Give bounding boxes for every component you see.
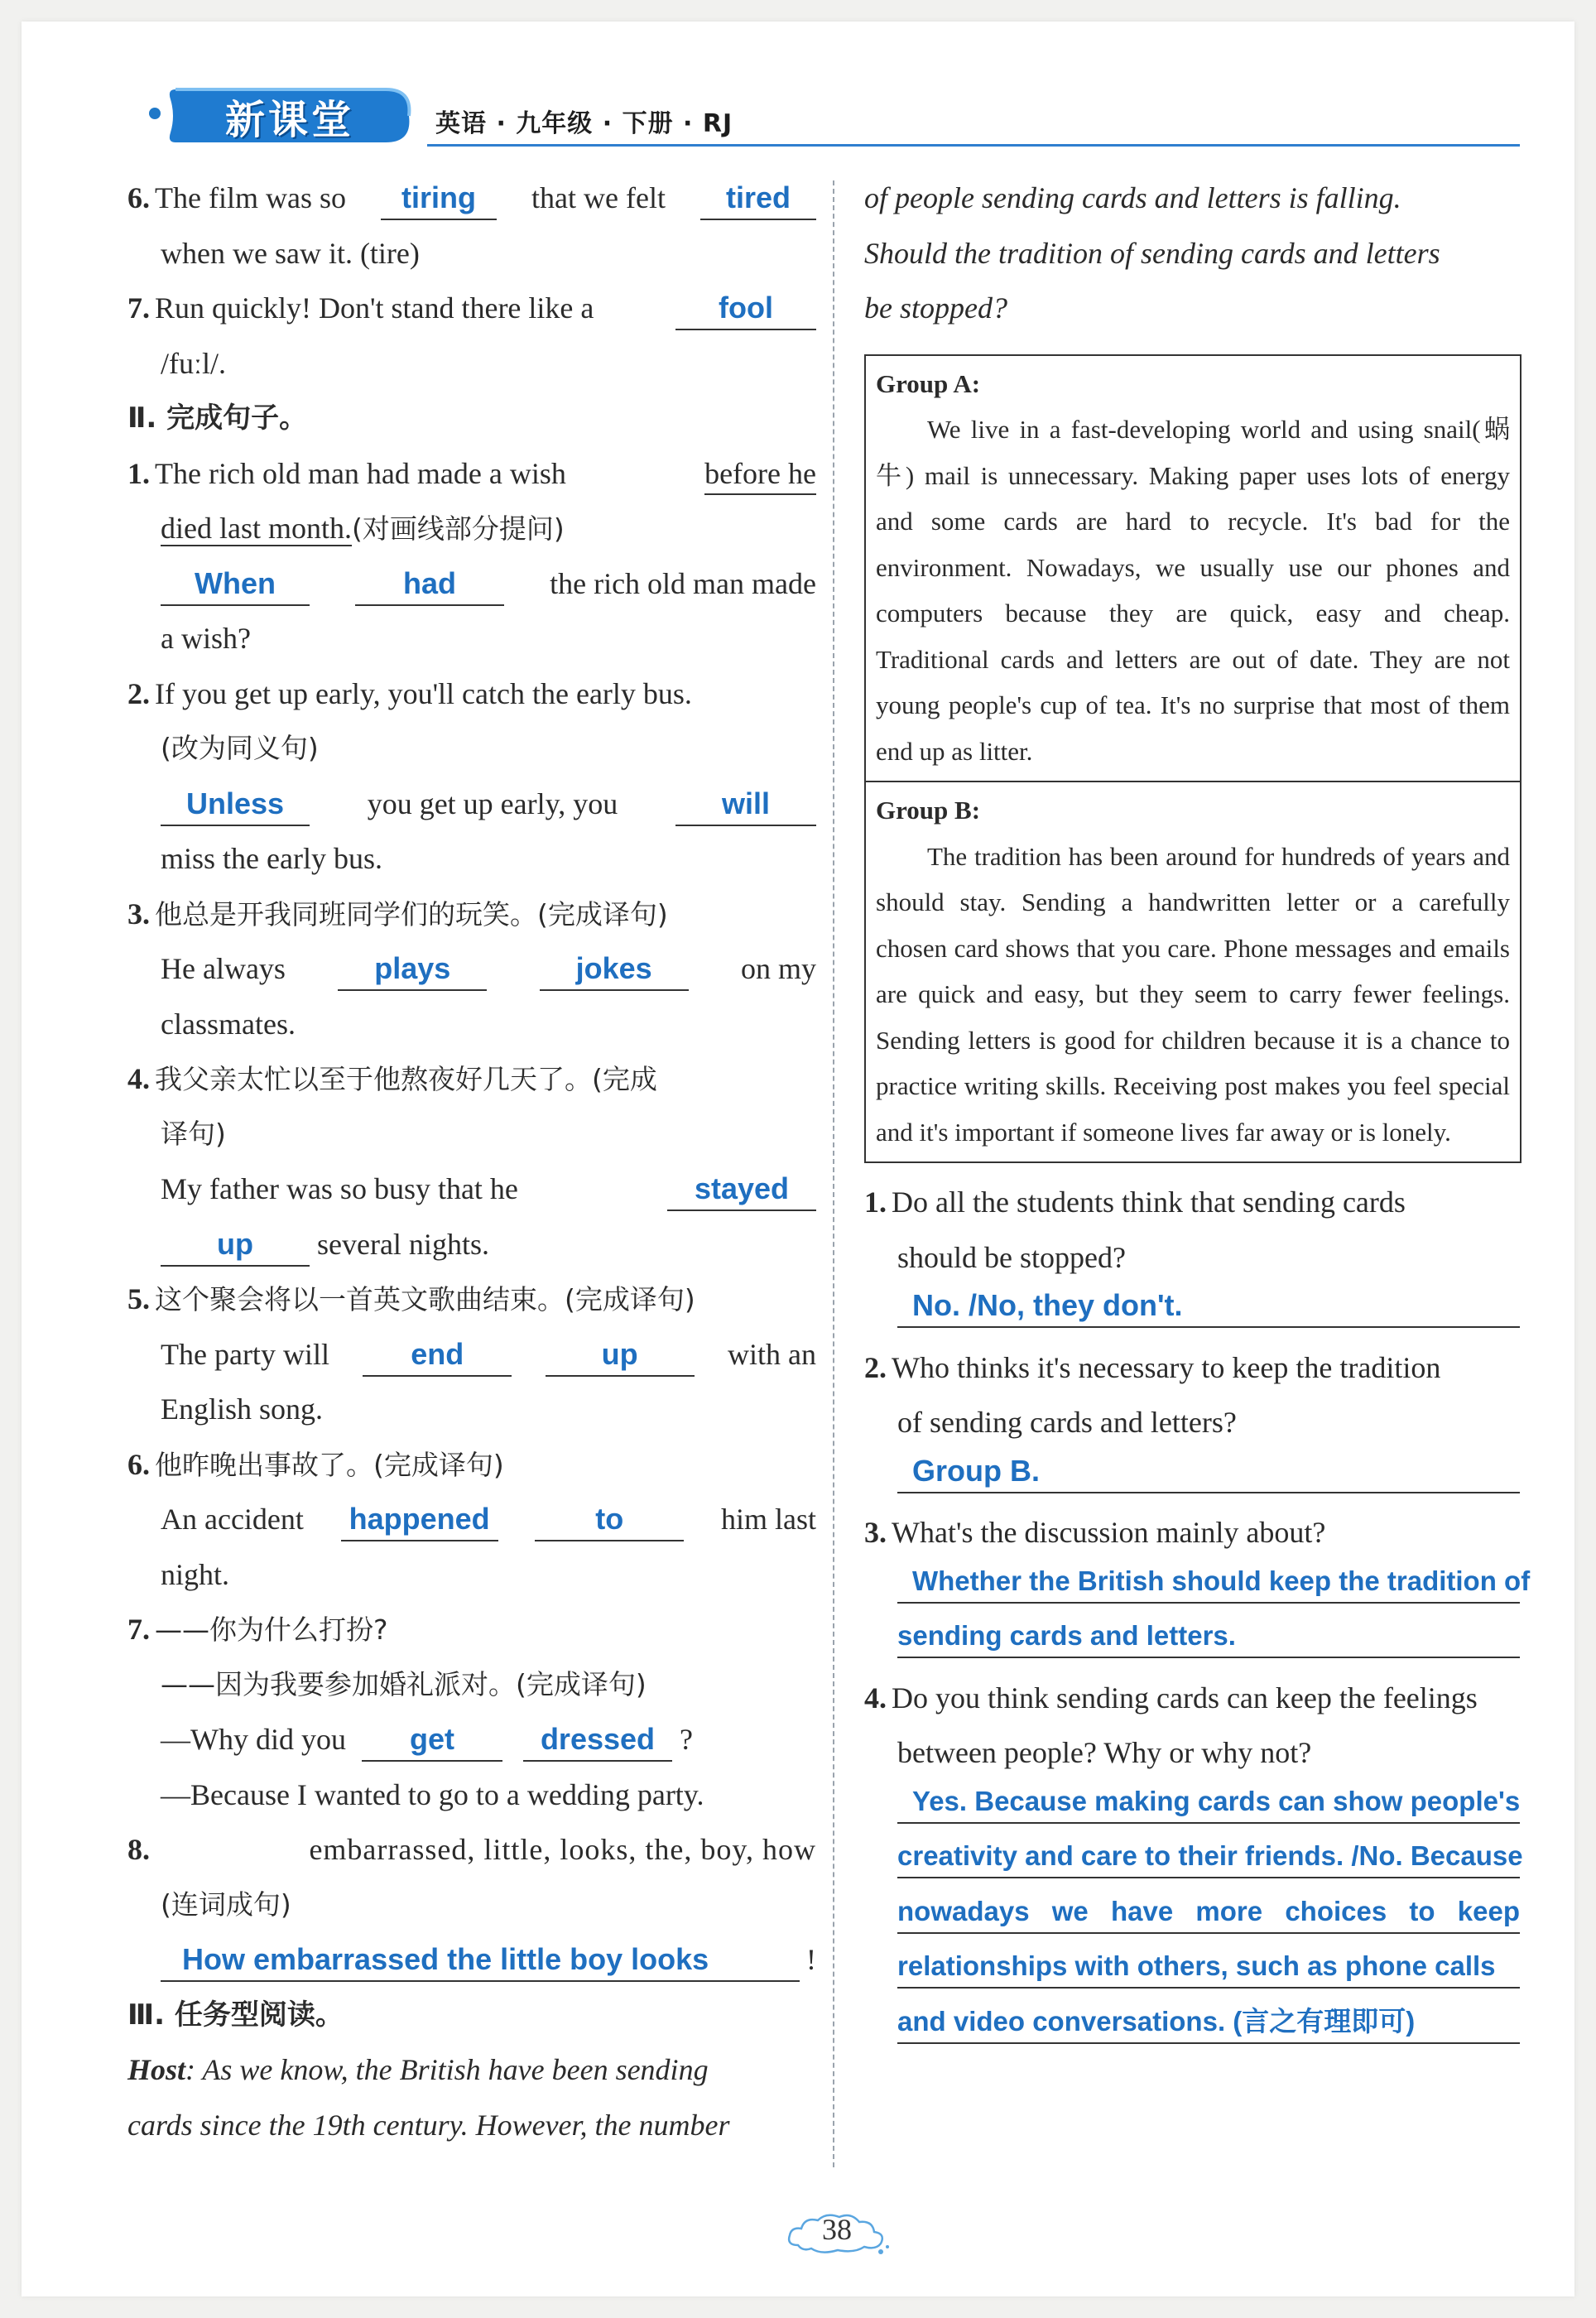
reading-q2-answer xyxy=(841,1450,1520,1506)
sentence-4-cont: 译句) xyxy=(161,1117,226,1150)
sentence-2-end: miss the early bus. xyxy=(161,842,382,875)
question-7: 7. Run quickly! Don't stand there like a fool xyxy=(127,281,816,336)
host-cont-2: Should the tradition of sending cards and letters xyxy=(864,236,1440,270)
sentence-2: 2. If you get up early, you'll catch the early bus. xyxy=(127,676,692,710)
section-heading-3: Ⅲ. 任务型阅读。 xyxy=(127,1998,344,2032)
answer-blank[interactable]: Yes. Because making cards can show people's xyxy=(897,1781,1520,1824)
reading-q4: 4. Do you think sending cards can keep the feelings xyxy=(864,1681,1478,1714)
answer-blank[interactable]: creativity and care to their friends. /No. Because xyxy=(897,1835,1520,1878)
section-heading-2: Ⅱ. 完成句子。 xyxy=(127,402,308,435)
answer-blank[interactable]: relationships with others, such as phone calls xyxy=(897,1945,1520,1989)
answer-blank[interactable]: dressed xyxy=(523,1719,672,1762)
group-a xyxy=(866,356,1520,781)
answer-blank[interactable]: nowadays we have more choices to keep xyxy=(897,1891,1520,1934)
reading-q3-answer xyxy=(841,1561,1531,1616)
question-6: 6. The film was so tiring that we felt tired xyxy=(127,171,816,226)
answer-blank[interactable]: up xyxy=(161,1224,310,1267)
sentence-1-end: a wish? xyxy=(161,622,251,655)
left-column xyxy=(127,171,816,2152)
answer-blank[interactable]: stayed xyxy=(667,1168,816,1211)
column-divider xyxy=(833,180,834,2167)
group-b-label: Group B: xyxy=(876,796,981,825)
sentence-3-answer: He always plays jokes on my xyxy=(127,941,816,997)
answer-blank[interactable]: jokes xyxy=(540,948,689,991)
reading-q4-cont: between people? Why or why not? xyxy=(897,1736,1312,1769)
reading-q4-answer-4 xyxy=(841,1945,1520,2001)
sentence-1-cont: died last month.(对画线部分提问) xyxy=(161,512,565,545)
group-b xyxy=(866,781,1520,1161)
sentence-3: 3. 他总是开我同班同学们的玩笑。(完成译句) xyxy=(127,897,668,931)
sentence-2-answer: Unless you get up early, you will xyxy=(127,777,816,832)
answer-blank[interactable]: When xyxy=(161,563,310,606)
answer-blank[interactable]: Whether the British should keep the tradition of xyxy=(897,1561,1520,1604)
reading-q4-answer-2 xyxy=(841,1835,1523,1891)
sentence-3-end: classmates. xyxy=(161,1007,296,1041)
workbook-page xyxy=(22,22,1574,2296)
answer-blank[interactable]: happened xyxy=(341,1498,498,1541)
reading-q2: 2. Who thinks it's necessary to keep the tradition xyxy=(864,1350,1441,1384)
answer-blank[interactable]: tired xyxy=(700,177,816,220)
sentence-7-answer: —Why did you get dressed ? xyxy=(127,1712,816,1767)
answer-blank[interactable]: to xyxy=(535,1498,684,1541)
right-column xyxy=(841,171,1531,2056)
book-title: 英语 · 九年级 · 下册 · RJ xyxy=(435,109,733,138)
reading-q1-cont: should be stopped? xyxy=(897,1240,1126,1274)
answer-blank[interactable]: and video conversations. (言之有理即可) xyxy=(897,2001,1520,2044)
answer-blank[interactable]: end xyxy=(363,1334,512,1377)
answer-blank[interactable]: sending cards and letters. xyxy=(897,1615,1520,1658)
reading-q2-cont: of sending cards and letters? xyxy=(897,1406,1237,1439)
reading-q4-answer-1 xyxy=(841,1781,1520,1836)
sentence-8: 8. embarrassed, little, looks, the, boy, how xyxy=(127,1833,816,1866)
sentence-4: 4. 我父亲太忙以至于他熬夜好几天了。(完成 xyxy=(127,1062,657,1095)
reading-q1: 1. Do all the students think that sending cards xyxy=(864,1185,1406,1219)
reading-q3-answer-2 xyxy=(841,1615,1520,1671)
group-a-text: We live in a fast-developing world and using snail(蜗牛) mail is unnecessary. Making paper uses lots of energy and some cards are hard to recycle. It's bad for the environment. Nowadays, we usually use our phones and computers because they are quick, easy and cheap. Traditional cards and letters are out of date. They are not young people's cup of tea. It's no surprise that most of them end up as litter. xyxy=(876,415,1510,766)
reading-box xyxy=(864,354,1521,1164)
answer-blank[interactable]: up xyxy=(546,1334,695,1377)
group-b-text: The tradition has been around for hundreds of years and should stay. Sending a handwritten letter or a carefully chosen card shows that you care. Phone messages and emails are quick and easy, but they seem to carry fewer feelings. Sending letters is good for children because it is a chance to practice writing skills. Receiving post makes you feel special and it's important if someone lives far away or is lonely. xyxy=(876,841,1510,1147)
answer-blank[interactable]: will xyxy=(675,783,816,826)
answer-blank[interactable]: Unless xyxy=(161,783,310,826)
sentence-8-instr: (连词成句) xyxy=(161,1888,291,1921)
host-intro-2: cards since the 19th century. However, the number xyxy=(127,2108,730,2142)
sentence-4-answer-2: up several nights. xyxy=(127,1217,816,1272)
header-rule xyxy=(427,144,1520,147)
answer-blank[interactable]: How embarrassed the little boy looks xyxy=(161,1939,800,1982)
answer-blank[interactable]: plays xyxy=(338,948,487,991)
sentence-5-end: English song. xyxy=(161,1392,324,1426)
question-7-cont: /fuːl/. xyxy=(161,346,226,380)
reading-q4-answer-5 xyxy=(841,2001,1520,2056)
sentence-1-answer: When had the rich old man made xyxy=(127,556,816,612)
sentence-5-answer: The party will end up with an xyxy=(127,1327,816,1383)
page-header xyxy=(121,73,1520,164)
sentence-6: 6. 他昨晚出事故了。(完成译句) xyxy=(127,1447,504,1481)
reading-q1-answer xyxy=(841,1285,1520,1340)
reading-q4-answer-3 xyxy=(841,1891,1520,1946)
logo-text: 新课堂 xyxy=(224,96,354,143)
answer-blank[interactable]: had xyxy=(355,563,504,606)
reading-q3: 3. What's the discussion mainly about? xyxy=(864,1516,1326,1549)
sentence-2-instr: (改为同义句) xyxy=(161,732,319,764)
sentence-8-answer: How embarrassed the little boy looks ! xyxy=(127,1932,816,1988)
host-cont-3: be stopped? xyxy=(864,291,1007,325)
sentence-5: 5. 这个聚会将以一首英文歌曲结束。(完成译句) xyxy=(127,1282,695,1315)
sentence-7-cont: ——因为我要参加婚礼派对。(完成译句) xyxy=(161,1667,647,1700)
answer-blank[interactable]: get xyxy=(362,1719,502,1762)
answer-blank[interactable]: Group B. xyxy=(897,1450,1520,1493)
sentence-7-end: —Because I wanted to go to a wedding party. xyxy=(161,1777,704,1811)
sentence-6-answer: An accident happened to him last xyxy=(127,1492,816,1547)
group-a-label: Group A: xyxy=(876,368,981,398)
sentence-6-end: night. xyxy=(161,1557,230,1591)
answer-blank[interactable]: No. /No, they don't. xyxy=(897,1285,1520,1328)
sentence-4-answer: My father was so busy that he stayed xyxy=(127,1161,816,1217)
sentence-7: 7. ——你为什么打扮? xyxy=(127,1613,388,1646)
host-cont-1: of people sending cards and letters is falling. xyxy=(864,181,1401,214)
host-intro: Host: As we know, the British have been sending xyxy=(127,2053,709,2086)
sentence-1: 1. The rich old man had made a wish before he xyxy=(127,446,816,502)
question-6-cont: when we saw it. (tire) xyxy=(161,236,420,270)
page-number: 38 xyxy=(822,2213,852,2246)
star-icon xyxy=(149,108,161,119)
answer-blank[interactable]: tiring xyxy=(381,177,497,220)
answer-blank[interactable]: fool xyxy=(675,287,816,330)
